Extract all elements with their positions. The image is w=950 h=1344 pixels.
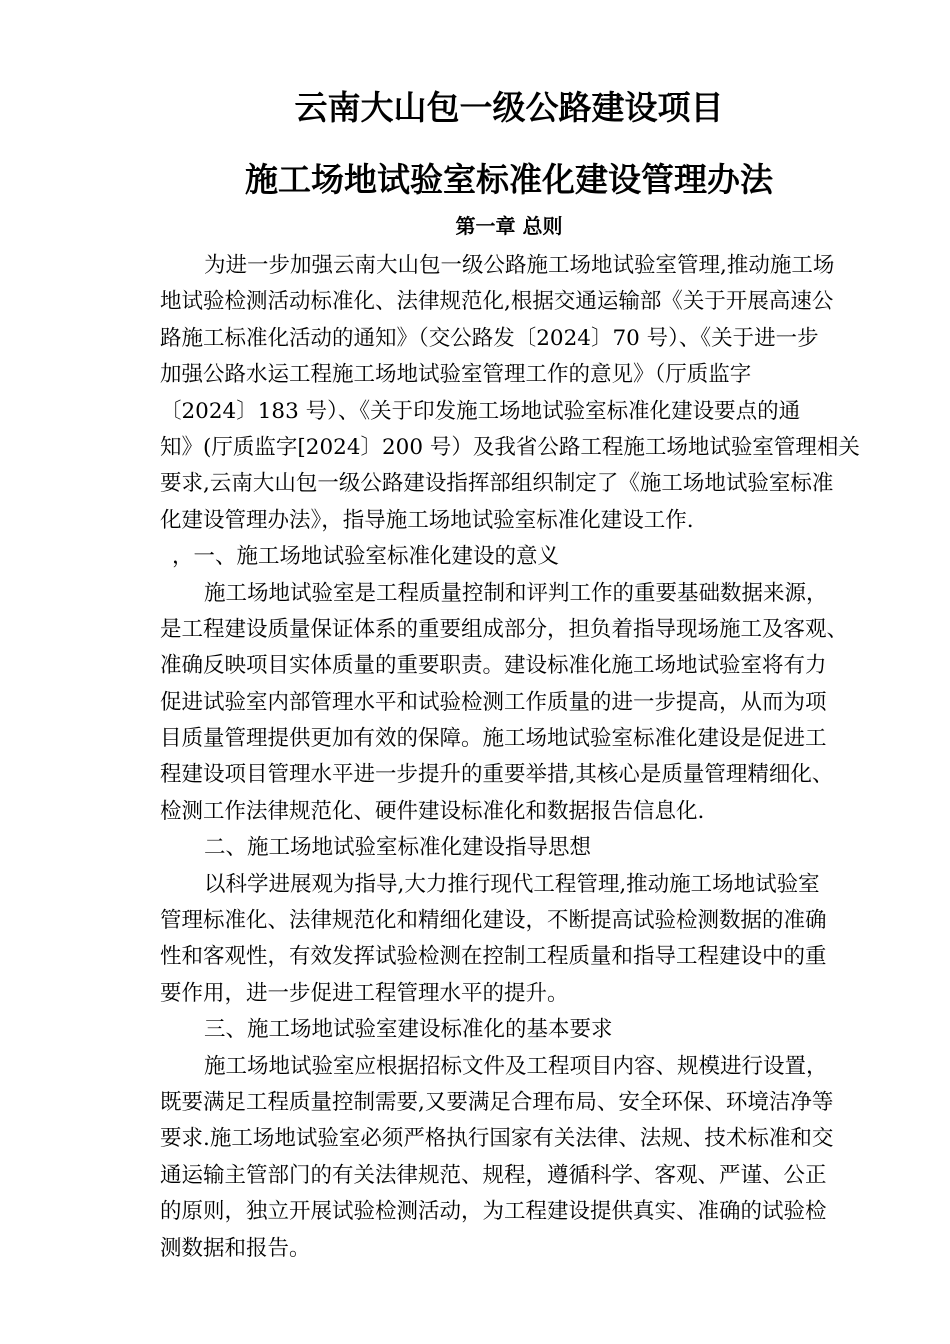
body-line: 施工场地试验室是工程质量控制和评判工作的重要基础数据来源， xyxy=(204,580,828,606)
body-line: 程建设项目管理水平进一步提升的重要举措,其核心是质量管理精细化、 xyxy=(160,762,834,788)
body-line: 路施工标准化活动的通知》（交公路发〔2024〕70 号）、《关于进一步 xyxy=(160,325,819,351)
body-line: 以科学进展观为指导,大力推行现代工程管理,推动施工场地试验室 xyxy=(204,871,820,897)
body-line: 化建设管理办法》，指导施工场地试验室标准化建设工作. xyxy=(160,507,694,533)
body-line: 要求,云南大山包一级公路建设指挥部组织制定了《施工场地试验室标准 xyxy=(160,471,834,497)
body-line: 测数据和报告。 xyxy=(160,1235,311,1261)
body-line: ，一、施工场地试验室标准化建设的意义 xyxy=(172,544,560,570)
body-line: 准确反映项目实体质量的重要职责。建设标准化施工场地试验室将有力 xyxy=(160,653,827,679)
chapter-heading: 第一章 总则 xyxy=(455,214,563,238)
document-title-line-1: 云南大山包一级公路建设项目 xyxy=(294,88,724,127)
body-line: 要求.施工场地试验室必须严格执行国家有关法律、法规、技术标准和交 xyxy=(160,1126,834,1152)
body-line: 促进试验室内部管理水平和试验检测工作质量的进一步提高，从而为项 xyxy=(160,689,827,715)
body-line: 三、施工场地试验室建设标准化的基本要求 xyxy=(204,1017,613,1043)
body-line: 管理标准化、法律规范化和精细化建设，不断提高试验检测数据的准确 xyxy=(160,908,827,934)
body-line: 既要满足工程质量控制需要,又要满足合理布局、安全环保、环境洁净等 xyxy=(160,1089,834,1115)
body-line: 知》(厅质监字[2024〕200 号）及我省公路工程施工场地试验室管理相关 xyxy=(160,434,860,460)
body-line: 二、施工场地试验室标准化建设指导思想 xyxy=(204,835,592,861)
document-title-line-2: 施工场地试验室标准化建设管理办法 xyxy=(245,160,773,199)
body-line: 是工程建设质量保证体系的重要组成部分，担负着指导现场施工及客观、 xyxy=(160,616,849,642)
body-line: 性和客观性，有效发挥试验检测在控制工程质量和指导工程建设中的重 xyxy=(160,944,827,970)
document-body xyxy=(160,248,860,1267)
body-line: 要作用，进一步促进工程管理水平的提升。 xyxy=(160,980,569,1006)
body-line: 通运输主管部门的有关法律规范、规程，遵循科学、客观、严谨、公正 xyxy=(160,1162,827,1188)
body-line: 地试验检测活动标准化、法律规范化,根据交通运输部《关于开展高速公 xyxy=(160,289,834,315)
body-line: 〔2024〕183 号）、《关于印发施工场地试验室标准化建设要点的通 xyxy=(160,398,801,424)
body-line: 检测工作法律规范化、硬件建设标准化和数据报告信息化. xyxy=(160,798,705,824)
body-line: 的原则，独立开展试验检测活动，为工程建设提供真实、准确的试验检 xyxy=(160,1199,827,1225)
body-line: 施工场地试验室应根据招标文件及工程项目内容、规模进行设置， xyxy=(204,1053,828,1079)
body-line: 加强公路水运工程施工场地试验室管理工作的意见》（厅质监字 xyxy=(160,362,752,388)
body-line: 为进一步加强云南大山包一级公路施工场地试验室管理,推动施工场 xyxy=(204,253,835,278)
body-line: 目质量管理提供更加有效的保障。施工场地试验室标准化建设是促进工 xyxy=(160,726,827,752)
